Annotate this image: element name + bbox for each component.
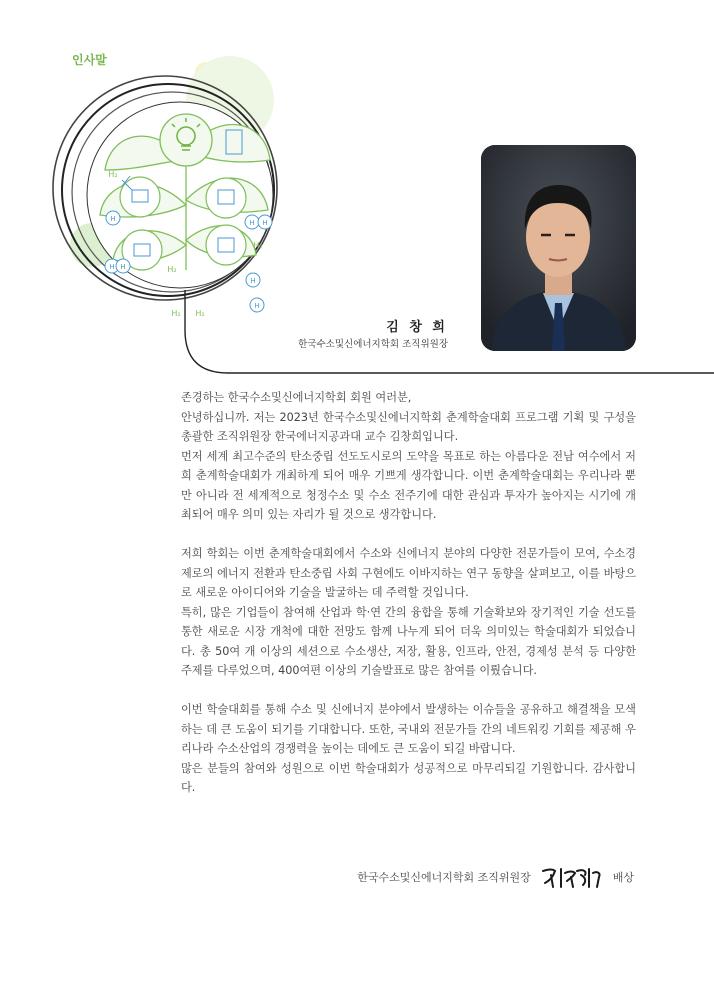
svg-text:H: H [250, 277, 256, 285]
paragraph: 저희 학회는 이번 춘계학술대회에서 수소와 신에너지 분야의 다양한 전문가들이 모여, 수소경제로의 에너지 전환과 탄소중립 사회 구현에도 이바지하는 연구 동향을 살펴보고, 이를 바탕으로 새로운 아이디어와 기술을 발굴하는 데 주력할 것입니다. [181, 547, 636, 599]
signature-org-title: 한국수소및신에너지학회 조직위원장 [357, 871, 531, 884]
svg-text:H: H [120, 263, 126, 271]
paragraph: 안녕하십니까. 저는 2023년 한국수소및신에너지학회 춘계학술대회 프로그램 기획 및 구성을 총괄한 조직위원장 한국에너지공과대 교수 김창희입니다. [181, 410, 636, 443]
svg-text:H: H [109, 263, 115, 271]
speaker-title: 한국수소및신에너지학회 조직위원장 [298, 339, 448, 350]
svg-text:H₂: H₂ [167, 265, 177, 274]
svg-text:H: H [254, 302, 260, 310]
paragraph: 이번 학술대회를 통해 수소 및 신에너지 분야에서 발생하는 이슈들을 공유하고 해결책을 모색하는 데 큰 도움이 되기를 기대합니다. 또한, 국내외 전문가들 간의 네트워킹 기회를 제공해 우리나라 수소산업의 경쟁력을 높이는 데에도 큰 도움이 되길 바랍니다. [181, 703, 636, 755]
section-label: 인사말 [72, 53, 107, 67]
paragraph: 특히, 많은 기업들이 참여해 산업과 학·연 간의 융합을 통해 기술확보와 장기적인 기술 선도를 통한 새로운 시장 개척에 대한 전망도 함께 나누게 되어 더욱 의미있는 학술대회가 되었습니다. 총 50여 개 이상의 세션으로 수소생산, 저장, 활용, 인프라, 안전, 경제성 분석 등 다양한 주제를 다루었으며, 400여편 이상의 기술발표로 많은 참여를 이뤘습니다. [181, 605, 636, 677]
speaker-name: 김 창 희 [386, 320, 448, 335]
signature-closing: 배상 [612, 871, 634, 884]
handwritten-signature-icon [539, 863, 605, 891]
person-portrait-icon [481, 145, 636, 351]
paragraph: 먼저 세계 최고수준의 탄소중립 선도도시로의 도약을 목표로 하는 아름다운 전남 여수에서 저희 춘계학술대회가 개최하게 되어 매우 기쁘게 생각합니다. 이번 춘계학술대회는 우리나라 뿐만 아니라 전 세계적으로 청정수소 및 수소 전주기에 대한 관심과 투자가 높아지는 시기에 개최되어 매우 의미 있는 자리가 될 것으로 생각합니다. [181, 449, 636, 521]
svg-text:H: H [249, 219, 255, 227]
svg-text:H: H [110, 215, 116, 223]
portrait-photo [481, 145, 636, 351]
greeting-body [181, 388, 636, 798]
paragraph: 존경하는 한국수소및신에너지학회 회원 여러분, [181, 391, 412, 404]
svg-text:H₂: H₂ [171, 309, 181, 318]
svg-text:H₂: H₂ [253, 241, 263, 250]
svg-text:H: H [262, 219, 268, 227]
svg-text:H₂: H₂ [108, 170, 118, 179]
svg-text:H₂: H₂ [195, 309, 205, 318]
paragraph: 많은 분들의 참여와 성원으로 이번 학술대회가 성공적으로 마무리되길 기원합니다. 감사합니다. [181, 761, 636, 794]
signature-block [357, 863, 634, 891]
